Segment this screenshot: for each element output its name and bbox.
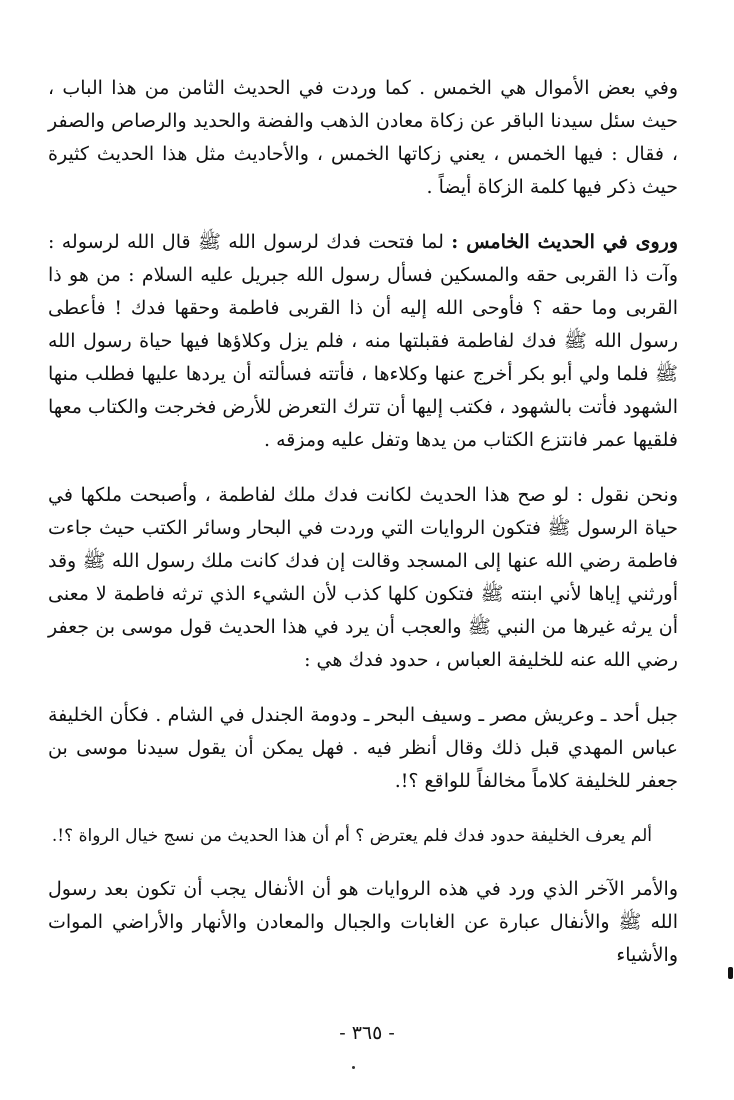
paragraph-6: [48, 873, 678, 972]
paragraph-2-text: لما فتحت فدك لرسول الله ﷺ قال الله لرسوله : وآت ذا القربى حقه والمسكين فسأل رسول الله جبريل عليه السلام : من هو ذا القربى وما حقه ؟ فأوحى الله إليه أن ذا القربى فاطمة وحقها فدك ! فأعطى رسول الله ﷺ فدك لفاطمة فقبلتها منه ، فلم يزل وكلاؤها فيها حياة رسول الله ﷺ فلما ولي أبو بكر أخرج عنها وكلاءها ، فأتته فسألته أن يردها عليها فطلب منها الشهود فأتت بالشهود ، فكتب إليها أن تترك التعرض للأرض فخرجت والكتاب معها فلقيها عمر فانتزع الكتاب من يدها وتفل عليه ومزقه .: [48, 231, 678, 451]
paragraph-2-lead: وروى في الحديث الخامس :: [451, 231, 679, 253]
document-body: [48, 72, 678, 972]
paragraph-6-text: والأمر الآخر الذي ورد في هذه الروايات هو أن الأنفال يجب أن تكون بعد رسول الله ﷺ والأنفال عبارة عن الغابات والجبال والمعادن والأنهار والأراضي الموات والأشياء: [48, 878, 678, 966]
paragraph-5: [48, 820, 678, 853]
page-number: - ٣٦٥ -: [339, 1022, 395, 1044]
scan-speck: [352, 1066, 355, 1069]
paragraph-5-text: ألم يعرف الخليفة حدود فدك فلم يعترض ؟ أم أن هذا الحديث من نسج خيال الرواة ؟!.: [51, 826, 652, 846]
paragraph-2: [48, 226, 678, 457]
paragraph-3-text: ونحن نقول : لو صح هذا الحديث لكانت فدك ملك لفاطمة ، وأصبحت ملكها في حياة الرسول ﷺ فتكون الروايات التي وردت في البحار وسائر الكتب حيث جاءت فاطمة رضي الله عنها إلى المسجد وقالت إن فدك كانت ملك رسول الله ﷺ وقد أورثني إياها لأني ابنته ﷺ فتكون كلها كذب لأن الشيء الذي ترثه فاطمة لا معنى أن يرثه غيرها من النبي ﷺ والعجب أن يرد في هذا الحديث قول موسى بن جعفر رضي الله عنه للخليفة العباس ، حدود فدك هي :: [48, 484, 678, 671]
scan-edge-mark: [728, 967, 733, 979]
paragraph-1-text: وفي بعض الأموال هي الخمس . كما وردت في الحديث الثامن من هذا الباب ، حيث سئل سيدنا الباقر عن زكاة معادن الذهب والفضة والحديد والرصاص والصفر ، فقال : فيها الخمس ، يعني زكاتها الخمس ، والأحاديث مثل هذا الحديث كثيرة حيث ذكر فيها كلمة الزكاة أيضاً .: [48, 77, 678, 198]
paragraph-1: [48, 72, 678, 204]
paragraph-4-text: جبل أحد ـ وعريش مصر ـ وسيف البحر ـ ودومة الجندل في الشام . فكأن الخليفة عباس المهدي قبل ذلك وقال أنظر فيه . فهل يمكن أن يقول سيدنا موسى بن جعفر للخليفة كلاماً مخالفاً للواقع ؟!.: [48, 704, 678, 792]
paragraph-3: [48, 479, 678, 677]
paragraph-4: [48, 699, 678, 798]
